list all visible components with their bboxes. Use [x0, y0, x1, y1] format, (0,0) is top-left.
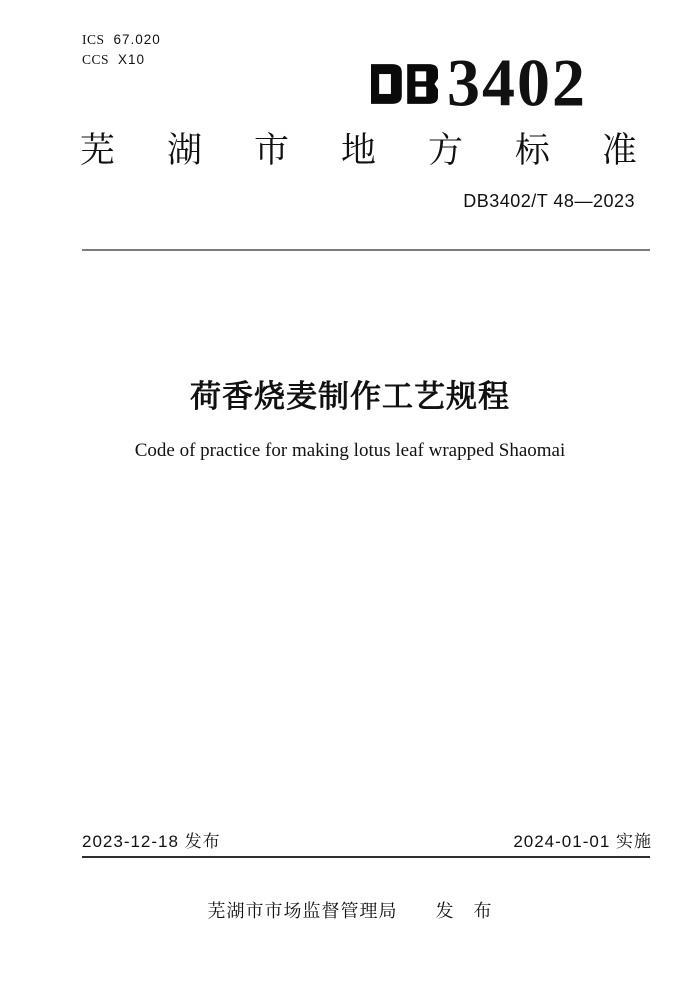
standard-number: DB3402/T 48—2023 — [463, 191, 635, 211]
standard-name-char: 标 — [514, 131, 550, 170]
document-subtitle-english: Code of practice for making lotus leaf wrapped Shaomai — [134, 440, 566, 461]
ics-label: ICS — [82, 32, 105, 47]
publisher-line: 芜湖市市场监督管理局 发 布 — [207, 901, 493, 921]
header-divider-line — [82, 249, 650, 251]
footer-divider-line — [82, 856, 650, 858]
standard-name-char: 地 — [340, 131, 376, 170]
implementation-date: 2024-01-01 实施 — [513, 832, 652, 851]
document-title: 荷香烧麦制作工艺规程 — [190, 379, 510, 414]
ics-code-line — [82, 33, 161, 47]
issue-date: 2023-12-18 发布 — [82, 832, 221, 851]
ccs-label: CCS — [82, 52, 110, 67]
db-logo-letters-icon — [371, 64, 438, 104]
standard-name-char: 方 — [427, 131, 463, 170]
standard-name-char: 市 — [253, 131, 289, 170]
standard-name-char: 湖 — [166, 131, 202, 170]
db-standard-logo — [371, 46, 587, 121]
db-logo-number: 3402 — [447, 46, 587, 121]
ics-value: 67.020 — [113, 32, 161, 47]
ccs-code-line — [82, 53, 145, 67]
standard-name-char: 芜 — [80, 131, 116, 170]
standard-name-row — [80, 133, 637, 168]
ccs-value: X10 — [118, 52, 146, 67]
standard-name-char: 准 — [601, 131, 637, 170]
